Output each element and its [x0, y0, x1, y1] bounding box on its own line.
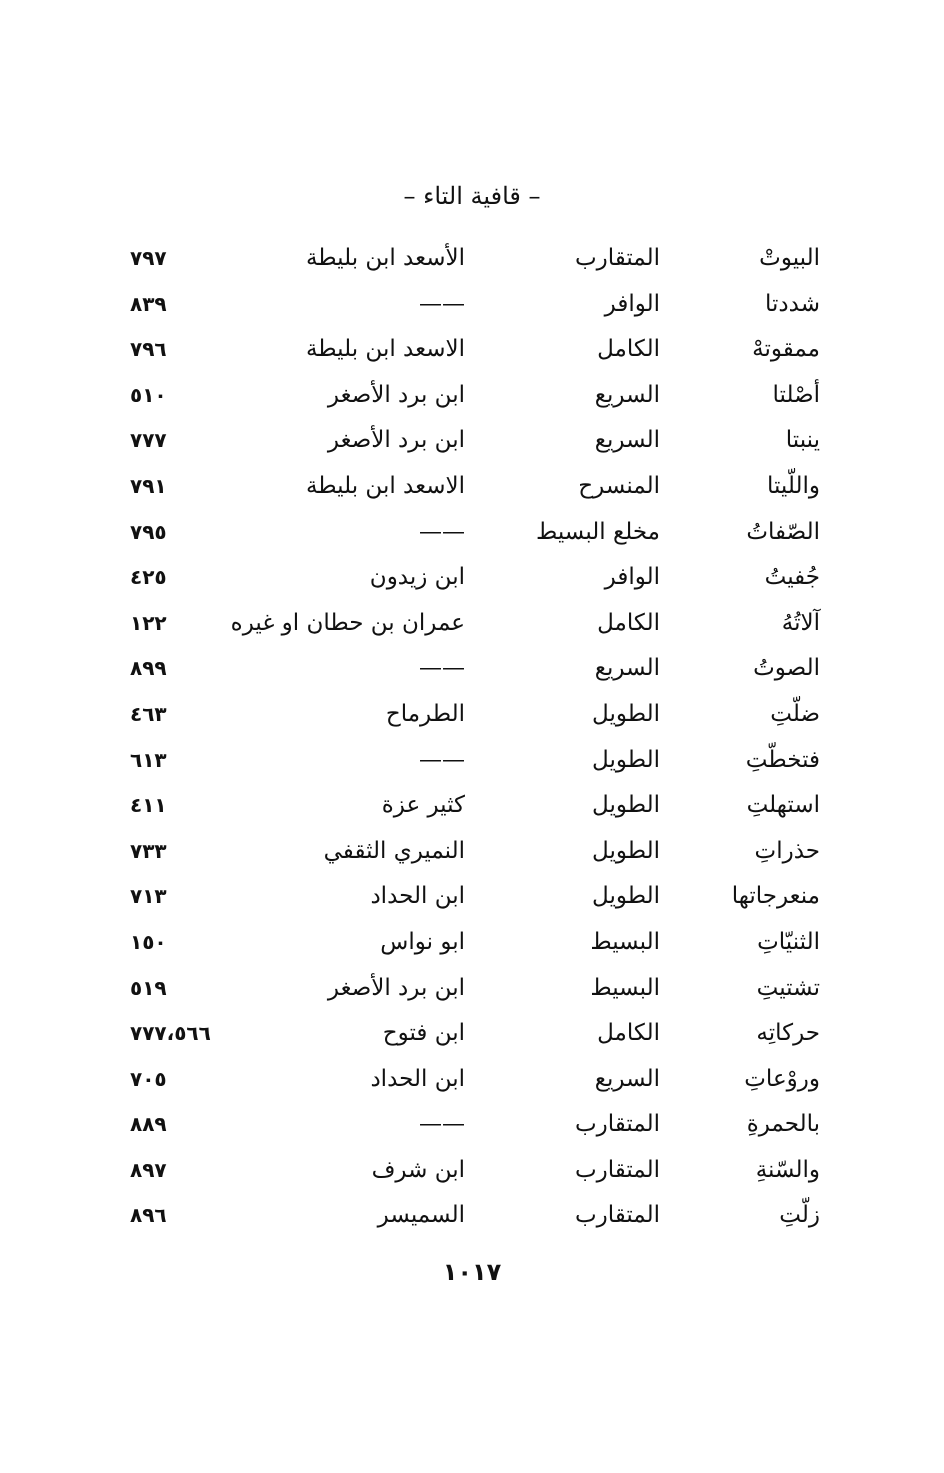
meter-name: المتقارب: [574, 1202, 660, 1229]
rhyme-word: جُفيتُ: [764, 564, 820, 591]
poet-name: ——: [419, 518, 465, 545]
poet-cell: [220, 464, 480, 510]
rhyme-word: آلاتُهُ: [781, 609, 820, 636]
poet-cell: [220, 874, 480, 920]
poet-name: ابن برد الأصغر: [327, 974, 465, 1001]
page-reference: ٧٠٥: [130, 1066, 167, 1091]
meter-name: السريع: [594, 1065, 660, 1092]
rhyme-word: شددتا: [765, 290, 820, 317]
poet-cell: [220, 1057, 480, 1103]
poet-name: السميسر: [377, 1202, 465, 1229]
poet-cell: [220, 1011, 480, 1057]
poet-name: ابن زيدون: [369, 564, 465, 591]
table-row: [130, 418, 820, 464]
poet-cell: [220, 829, 480, 875]
table-row: [130, 829, 820, 875]
section-heading: – قافية التاء –: [403, 182, 541, 210]
poet-name: ابن برد الأصغر: [327, 381, 465, 408]
poet-cell: [220, 1102, 480, 1148]
page-reference: ٧٩٦: [130, 337, 167, 362]
poet-name: عمران بن حطان او غيره: [230, 609, 465, 636]
poet-cell: [220, 373, 480, 419]
page-reference: ٧٧٧: [130, 428, 167, 453]
poet-name: النميري الثقفي: [323, 837, 465, 864]
table-row: [130, 510, 820, 556]
rhyme-word: فتخطّتِ: [745, 746, 820, 773]
page-reference: ٧٩١: [130, 473, 167, 498]
meter-name: الكامل: [597, 336, 660, 363]
page-reference: ٧٩٧: [130, 246, 167, 270]
meter-name: السريع: [594, 381, 660, 408]
page-reference: ٤٢٥: [130, 565, 167, 590]
table-row: [130, 692, 820, 738]
meter-name: المتقارب: [574, 1111, 660, 1138]
page-number: ١٠١٧: [442, 1258, 502, 1286]
poet-cell: [220, 692, 480, 738]
poet-name: ابن برد الأصغر: [327, 427, 465, 454]
meter-name: الكامل: [597, 1020, 660, 1047]
poet-cell: [220, 646, 480, 692]
meter-name: السريع: [594, 427, 660, 454]
table-row: [130, 966, 820, 1012]
meter-name: الطويل: [592, 746, 660, 773]
poet-name: ——: [419, 655, 465, 682]
poet-name: ابن الحداد: [370, 883, 465, 910]
rhyme-word: واللّيتا: [766, 472, 820, 499]
meter-name: المتقارب: [574, 245, 660, 271]
table-row: [130, 920, 820, 966]
poet-name: ابو نواس: [380, 928, 465, 955]
page-reference: ٨٩٦: [130, 1203, 167, 1228]
table-row: [130, 601, 820, 647]
page-reference: ٨٩٩: [130, 656, 167, 681]
poet-cell: [220, 418, 480, 464]
table-row: [130, 464, 820, 510]
table-row: [130, 1057, 820, 1103]
table-row: [130, 1102, 820, 1148]
page-reference: ٦١٣: [130, 747, 167, 772]
poet-name: كثير عزة: [381, 792, 465, 819]
table-row: [130, 646, 820, 692]
poet-cell: [220, 1148, 480, 1194]
poet-name: الاسعد ابن بليطة: [305, 472, 465, 499]
rhyme-word: تشتيتِ: [756, 974, 820, 1001]
table-row: [130, 327, 820, 373]
poet-name: ابن الحداد: [370, 1065, 465, 1092]
meter-name: الطويل: [592, 700, 660, 727]
poet-cell: [220, 510, 480, 556]
meter-name: المنسرح: [578, 472, 660, 499]
poet-cell: [220, 966, 480, 1012]
rhyme-word: الصّفاتُ: [746, 518, 820, 545]
page-reference: ٧٧٧،٥٦٦: [130, 1021, 211, 1046]
table-row: [130, 555, 820, 601]
page-reference: ٤١١: [130, 793, 167, 818]
rhyme-word: والسّنةِ: [755, 1156, 820, 1183]
poet-name: الاسعد ابن بليطة: [305, 336, 465, 363]
poet-cell: [220, 783, 480, 829]
meter-name: الكامل: [597, 609, 660, 636]
rhyme-word: بالحمرةِ: [746, 1111, 820, 1138]
rhyme-word: استهلتِ: [746, 792, 820, 819]
poet-cell: [220, 282, 480, 328]
poet-cell: [220, 1193, 480, 1239]
meter-name: الوافر: [604, 290, 660, 317]
table-row: [130, 874, 820, 920]
rhyme-word: ينبتا: [785, 427, 820, 454]
poet-name: ——: [419, 746, 465, 773]
poet-name: ——: [419, 1111, 465, 1138]
page-reference: ٨٣٩: [130, 291, 167, 316]
poet-cell: [220, 920, 480, 966]
page-reference: ٨٨٩: [130, 1112, 167, 1137]
poet-name: ابن شرف: [371, 1156, 465, 1183]
meter-name: المتقارب: [574, 1156, 660, 1183]
rhyme-word: حركاتِه: [756, 1020, 820, 1047]
table-row: [130, 1193, 820, 1239]
meter-name: مخلع البسيط: [536, 518, 660, 545]
poet-cell: [220, 327, 480, 373]
page-reference: ٧٣٣: [130, 838, 167, 863]
meter-name: الوافر: [604, 564, 660, 591]
meter-name: السريع: [594, 655, 660, 682]
table-row: [130, 1148, 820, 1194]
rhyme-word: الصوتُ: [753, 655, 820, 682]
table-row: [130, 373, 820, 419]
meter-name: الطويل: [592, 883, 660, 910]
meter-name: البسيط: [590, 974, 660, 1001]
page-reference: ٥١٠: [130, 382, 167, 407]
rhyme-word: زلّتِ: [779, 1202, 820, 1229]
poet-name: ——: [419, 290, 465, 317]
rhyme-word: ممقوتهْ: [752, 336, 820, 363]
poet-name: ابن فتوح: [382, 1020, 465, 1047]
table-row: [130, 282, 820, 328]
rhyme-index-table: [130, 236, 820, 1239]
meter-name: الطويل: [592, 792, 660, 819]
page-reference: ٧١٣: [130, 884, 167, 909]
table-row: [130, 236, 820, 282]
poet-cell: [220, 601, 480, 647]
poet-cell: [220, 236, 480, 282]
meter-name: الطويل: [592, 837, 660, 864]
table-row: [130, 738, 820, 784]
table-row: [130, 783, 820, 829]
page-reference: ٨٩٧: [130, 1157, 167, 1182]
meter-name: البسيط: [590, 928, 660, 955]
table-row: [130, 1011, 820, 1057]
rhyme-word: وروْعاتِ: [744, 1065, 820, 1092]
rhyme-word: منعرجاتها: [731, 883, 820, 910]
page-reference: ١٥٠: [130, 929, 167, 954]
rhyme-word: الثنيّاتِ: [757, 928, 820, 955]
page-reference: ١٢٢: [130, 610, 167, 635]
rhyme-word: أصْلتا: [772, 381, 820, 408]
poet-cell: [220, 555, 480, 601]
page-reference: ٧٩٥: [130, 519, 167, 544]
poet-name: الأسعد ابن بليطة: [305, 245, 465, 271]
rhyme-word: حذراتِ: [754, 837, 820, 864]
page-reference: ٤٦٣: [130, 701, 167, 726]
poet-cell: [220, 738, 480, 784]
page-reference: ٥١٩: [130, 975, 167, 1000]
rhyme-word: ضلّتِ: [770, 700, 820, 727]
poet-name: الطرماح: [385, 700, 465, 727]
rhyme-word: البيوتْ: [759, 245, 820, 271]
